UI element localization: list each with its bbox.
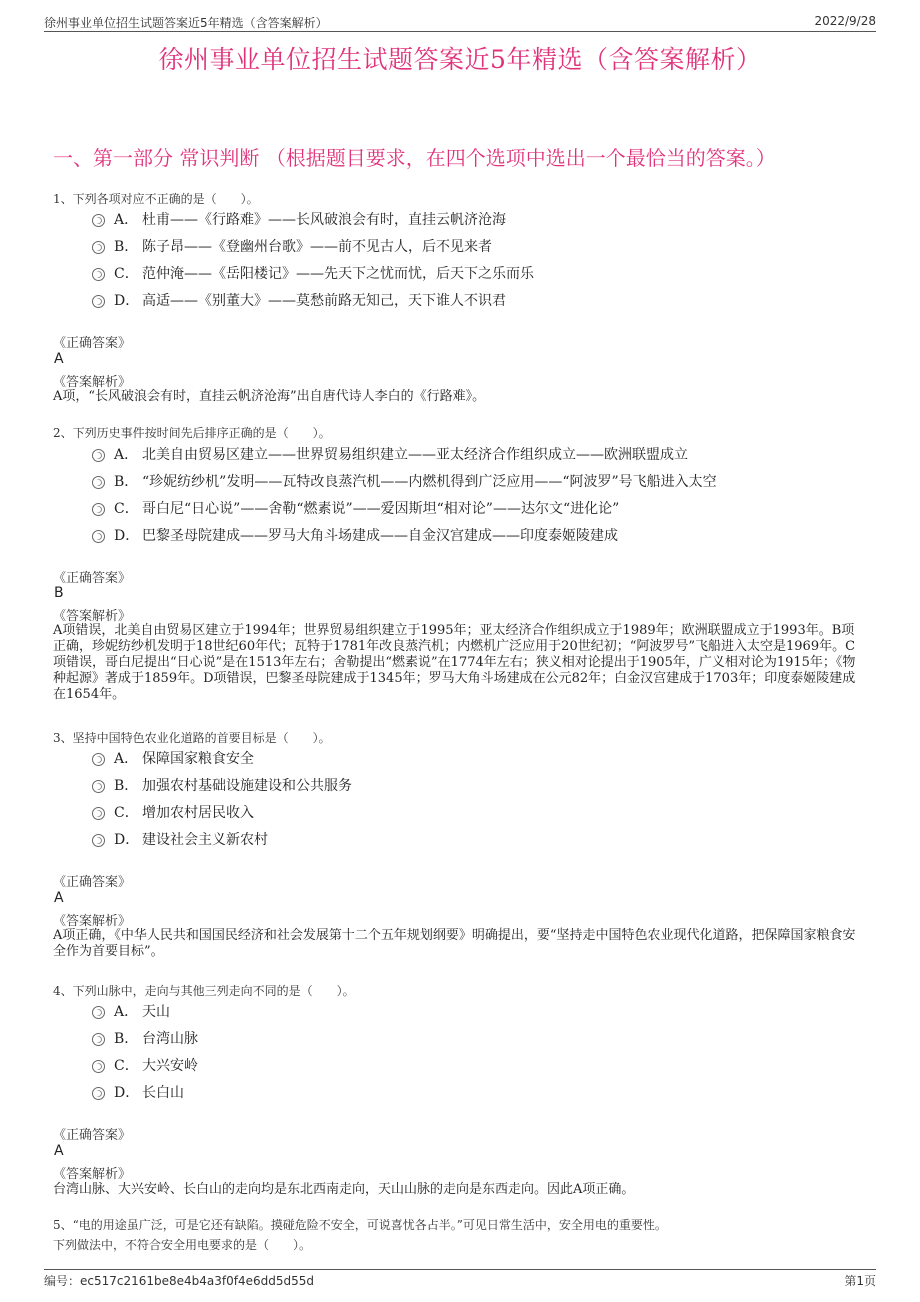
option-letter: D． <box>114 1085 140 1101</box>
question-2-explanation: A项错误，北美自由贸易区建立于1994年；世界贸易组织建立于1995年；亚太经济合作组织成立于1989年；欧洲联盟成立于1993年。B项正确，珍妮纺纱机发明于18世纪60年代；瓦特于1781年改良蒸汽机；内燃机广泛应用于20世纪初；“阿波罗号”飞船进入太空是1969年。C项错误，哥白尼提出“日心说”是在1513年左右；舍勒提出“燃素说”在1774年左右；狭义相对论提出于1905年，广义相对论为1915年；《物种起源》著成于1859年。D项错误，巴黎圣母院建成于1345年；罗马大角斗场建成在公元82年；白金汉宫建成于1703年；印度泰姬陵建成在1654年。 <box>53 623 856 702</box>
option-text: 保障国家粮食安全 <box>142 751 254 767</box>
header-date: 2022/9/28 <box>814 14 876 28</box>
option-letter: B． <box>114 1031 139 1047</box>
explanation-label: 《答案解析》 <box>53 914 132 929</box>
option-letter: B． <box>114 778 139 794</box>
option-text: “珍妮纺纱机”发明——瓦特改良蒸汽机——内燃机得到广泛应用——“阿波罗”号飞船进入太空 <box>142 474 717 490</box>
question-1-explanation: A项，“长风破浪会有时，直挂云帆济沧海”出自唐代诗人李白的《行路难》。 <box>53 389 486 404</box>
option-letter: C． <box>114 501 139 517</box>
document-title: 徐州事业单位招生试题答案近5年精选（含答案解析） <box>158 45 762 74</box>
radio-icon[interactable] <box>92 449 105 462</box>
radio-icon[interactable] <box>92 1087 105 1100</box>
option-text: 哥白尼“日心说”——舍勒“燃素说”——爱因斯坦“相对论”——达尔文“进化论” <box>142 501 620 517</box>
option-text: 建设社会主义新农村 <box>142 832 268 848</box>
question-3-explanation: A项正确，《中华人民共和国国民经济和社会发展第十二个五年规划纲要》明确提出，要“坚持走中国特色农业现代化道路，把保障国家粮食安全作为首要目标”。 <box>53 928 856 959</box>
radio-icon[interactable] <box>92 214 105 227</box>
footer-document-code: 编号：ec517c2161be8e4b4a3f0f4e6dd5d55d <box>44 1274 315 1288</box>
option-text: 杜甫——《行路难》——长风破浪会有时，直挂云帆济沧海 <box>142 212 506 228</box>
question-2-stem: 2、下列历史事件按时间先后排序正确的是（ ）。 <box>53 426 331 440</box>
option-letter: A． <box>114 1004 139 1020</box>
header-divider <box>44 31 876 32</box>
question-5-stem-line-1: 5、“电的用途虽广泛，可是它还有缺陷。摸碰危险不安全，可说喜忧各占半。”可见日常生活中，安全用电的重要性。 <box>53 1218 667 1232</box>
explanation-label: 《答案解析》 <box>53 609 132 624</box>
question-3-answer: A <box>54 890 64 906</box>
explanation-label: 《答案解析》 <box>53 1167 132 1182</box>
option-text: 台湾山脉 <box>142 1031 198 1047</box>
question-1-answer: A <box>54 351 64 367</box>
option-letter: D． <box>114 528 140 544</box>
question-4-explanation: 台湾山脉、大兴安岭、长白山的走向均是东北西南走向，天山山脉的走向是东西走向。因此A项正确。 <box>53 1182 635 1197</box>
option-text: 高适——《别董大》——莫愁前路无知己，天下谁人不识君 <box>142 293 506 309</box>
option-letter: C． <box>114 805 139 821</box>
option-letter: D． <box>114 832 140 848</box>
page-header <box>44 12 876 32</box>
option-text: 天山 <box>142 1004 170 1020</box>
radio-icon[interactable] <box>92 834 105 847</box>
radio-icon[interactable] <box>92 807 105 820</box>
radio-icon[interactable] <box>92 241 105 254</box>
radio-icon[interactable] <box>92 476 105 489</box>
page-footer <box>44 1268 876 1288</box>
radio-icon[interactable] <box>92 268 105 281</box>
question-1-stem: 1、下列各项对应不正确的是（ ）。 <box>53 192 259 206</box>
radio-icon[interactable] <box>92 1006 105 1019</box>
option-text: 大兴安岭 <box>142 1058 198 1074</box>
option-text: 北美自由贸易区建立——世界贸易组织建立——亚太经济合作组织成立——欧洲联盟成立 <box>142 447 688 463</box>
radio-icon[interactable] <box>92 295 105 308</box>
option-letter: C． <box>114 266 139 282</box>
header-doc-title: 徐州事业单位招生试题答案近5年精选（含答案解析） <box>44 16 328 30</box>
answer-label: 《正确答案》 <box>53 571 132 586</box>
option-letter: B． <box>114 239 139 255</box>
radio-icon[interactable] <box>92 503 105 516</box>
radio-icon[interactable] <box>92 530 105 543</box>
question-5-stem-line-2: 下列做法中，不符合安全用电要求的是（ ）。 <box>53 1238 312 1252</box>
option-text: 加强农村基础设施建设和公共服务 <box>142 778 352 794</box>
radio-icon[interactable] <box>92 1060 105 1073</box>
question-2-answer: B <box>54 585 64 601</box>
question-4-answer: A <box>54 1143 64 1159</box>
radio-icon[interactable] <box>92 1033 105 1046</box>
option-text: 陈子昂——《登幽州台歌》——前不见古人，后不见来者 <box>142 239 492 255</box>
radio-icon[interactable] <box>92 753 105 766</box>
option-letter: D． <box>114 293 140 309</box>
option-text: 巴黎圣母院建成——罗马大角斗场建成——自金汉宫建成——印度泰姬陵建成 <box>142 528 618 544</box>
option-letter: A． <box>114 447 139 463</box>
radio-icon[interactable] <box>92 780 105 793</box>
section-heading: 一、第一部分 常识判断 （根据题目要求，在四个选项中选出一个最恰当的答案。） <box>53 146 776 170</box>
question-3-stem: 3、坚持中国特色农业化道路的首要目标是（ ）。 <box>53 731 331 745</box>
option-text: 增加农村居民收入 <box>142 805 254 821</box>
footer-page-number: 第1页 <box>844 1274 876 1288</box>
option-text: 长白山 <box>142 1085 184 1101</box>
question-4-stem: 4、下列山脉中，走向与其他三列走向不同的是（ ）。 <box>53 984 355 998</box>
answer-label: 《正确答案》 <box>53 1128 132 1143</box>
option-text: 范仲淹——《岳阳楼记》——先天下之忧而忧，后天下之乐而乐 <box>142 266 534 282</box>
option-letter: A． <box>114 751 139 767</box>
explanation-label: 《答案解析》 <box>53 375 132 390</box>
answer-label: 《正确答案》 <box>53 875 132 890</box>
option-letter: C． <box>114 1058 139 1074</box>
option-letter: A． <box>114 212 139 228</box>
option-letter: B． <box>114 474 139 490</box>
answer-label: 《正确答案》 <box>53 336 132 351</box>
